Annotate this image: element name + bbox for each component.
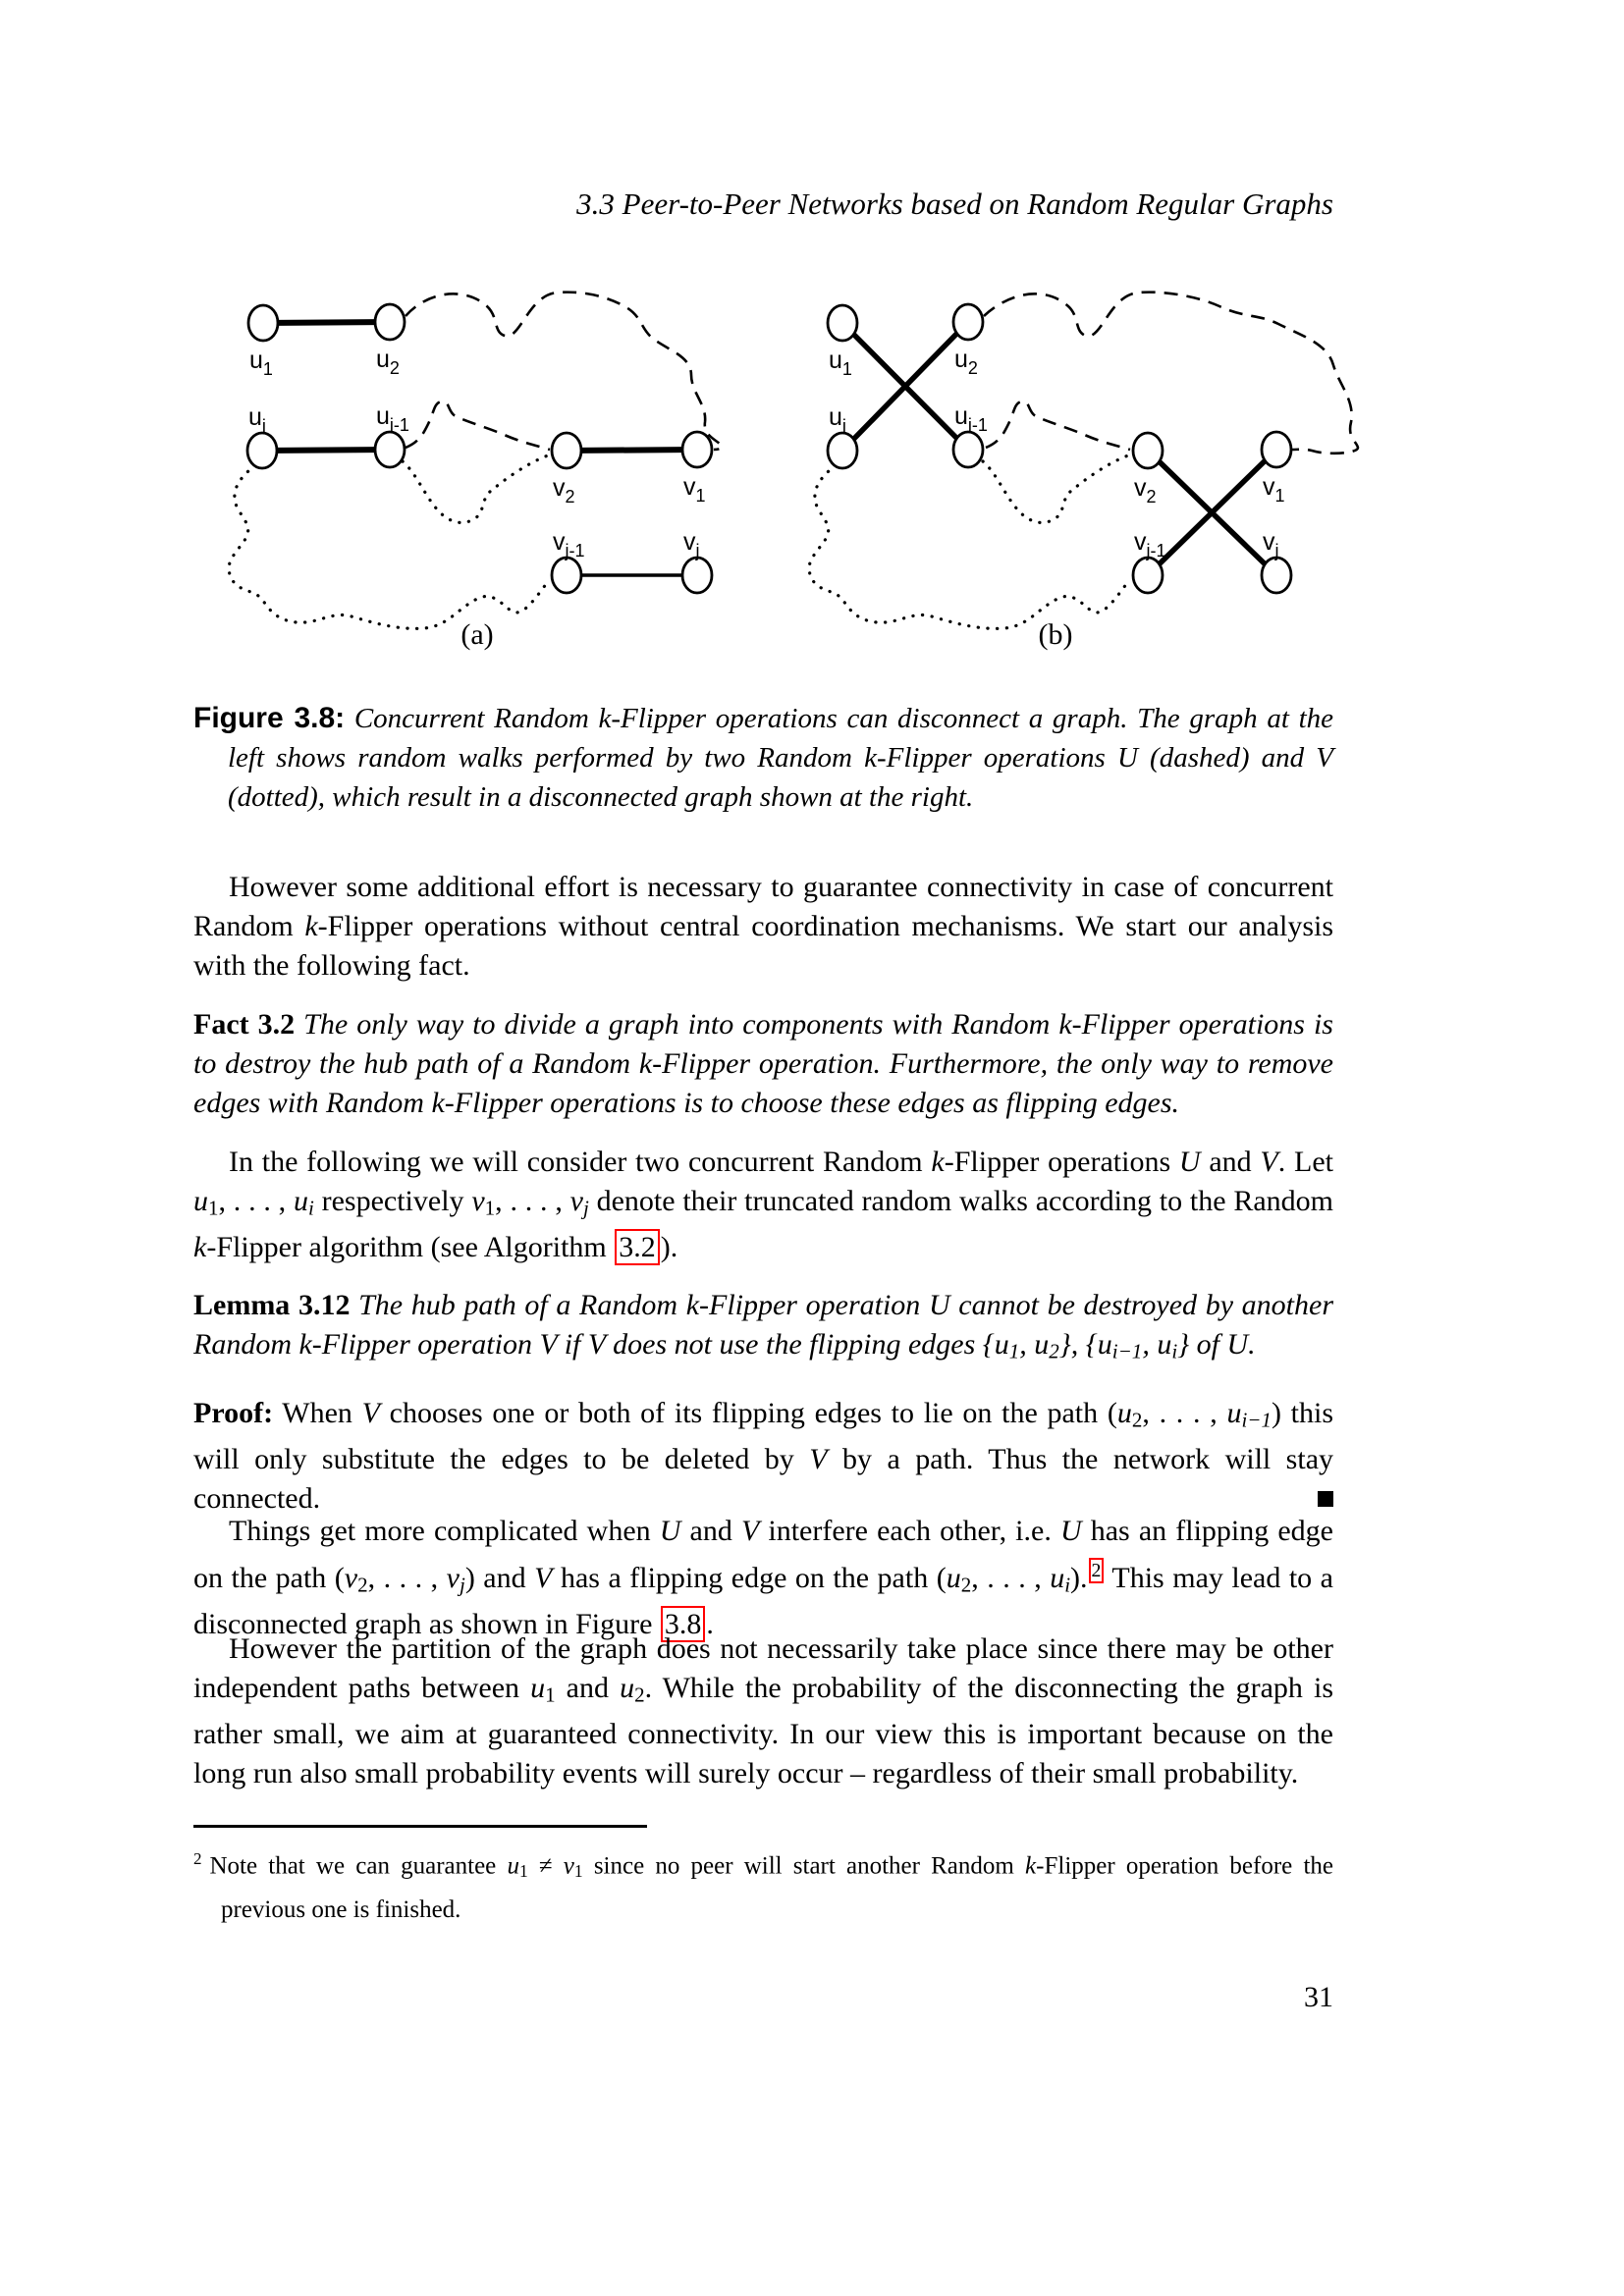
text-run: 1	[545, 1682, 556, 1707]
text-run: 1	[1008, 1339, 1020, 1363]
text-run: i	[1171, 1339, 1178, 1363]
graph-node	[828, 433, 857, 468]
node-label: $v_{j-1}$	[1134, 528, 1166, 561]
text-run: -Flipper algorithm (see Algorithm	[206, 1230, 615, 1263]
paragraph-partition	[193, 1629, 1333, 1793]
cross-reference-link[interactable]: 3.8	[661, 1606, 706, 1642]
text-run: u	[946, 1562, 961, 1594]
text-run: The hub path of a Random k-Flipper operation U cannot be destroyed by another Random k-Flipper operation V if V does not use the flipping edges {u	[193, 1289, 1333, 1361]
node-label: $v_{j-1}$	[553, 528, 585, 561]
text-run: V	[740, 1515, 760, 1547]
node-label: $u_{i-1}$	[954, 402, 988, 435]
random-walk-dashed	[986, 401, 1130, 450]
text-run: denote their truncated random walks according to the Random	[588, 1185, 1334, 1217]
text-run: Things get more complicated when	[229, 1515, 660, 1547]
text-run: u	[193, 1185, 208, 1217]
node-label: $u_{i-1}$	[376, 402, 409, 435]
text-run: i−1	[1111, 1339, 1143, 1363]
text-run: i	[1064, 1573, 1071, 1597]
graph-node	[375, 304, 405, 340]
text-run: v	[471, 1185, 485, 1217]
text-run: , . . . ,	[495, 1185, 570, 1217]
text-run: , . . . ,	[971, 1562, 1051, 1594]
text-run: respectively	[313, 1185, 472, 1217]
text-run: j	[582, 1196, 589, 1220]
text-run: v	[446, 1562, 460, 1594]
graph-edge	[262, 450, 390, 451]
random-walk-dashed	[406, 293, 722, 450]
text-run: , . . . ,	[218, 1185, 294, 1217]
text-run: . While the probability of the disconnecting the graph is rather small, we aim at guaranteed connectivity. In our view this is important because on the long run also small probability events will surely occur – regardless of their small probability.	[193, 1672, 1333, 1789]
text-run: u	[1226, 1397, 1242, 1429]
node-label: $v_j$	[1263, 528, 1279, 561]
footnote-2	[193, 1840, 1333, 1930]
paragraph-intro	[193, 868, 1333, 986]
text-run: 2	[1049, 1339, 1059, 1363]
paragraph-interference	[193, 1512, 1333, 1644]
graph-node	[552, 558, 581, 593]
graph-node	[1133, 558, 1163, 593]
caption-label: Figure 3.8:	[193, 702, 346, 734]
node-label: $v_2$	[1134, 474, 1157, 507]
text-run: }, {u	[1058, 1328, 1112, 1361]
text-run: v	[344, 1562, 358, 1594]
node-label: $u_2$	[954, 346, 978, 378]
text-run: 2	[960, 1573, 972, 1597]
text-run: has an flipping edge on the path (	[193, 1515, 1333, 1594]
text-run: i−1	[1241, 1408, 1272, 1432]
graph-node	[1262, 558, 1291, 593]
text-run: This may lead to a disconnected graph as shown in Figure	[193, 1562, 1334, 1640]
text-run: V	[1260, 1146, 1278, 1178]
text-run: Note that we can guarantee	[209, 1852, 508, 1880]
text-run: interfere each other, i.e.	[759, 1515, 1060, 1547]
graph-node	[248, 305, 278, 341]
text-run: However the partition of the graph does not necessarily take place since there may be other independent paths between	[193, 1632, 1333, 1704]
node-label: $u_2$	[376, 346, 400, 378]
graph-node	[1262, 432, 1291, 467]
text-run: ) this will only substitute the edges to be deleted by	[193, 1397, 1334, 1475]
text-run: u	[1050, 1562, 1065, 1594]
text-run: 2	[1131, 1408, 1143, 1432]
qed-square	[1318, 1491, 1333, 1507]
text-run: u	[620, 1672, 635, 1704]
text-run: V	[809, 1442, 828, 1475]
text-run: since no peer will start another Random	[582, 1852, 1026, 1880]
text-run: ≠	[527, 1852, 564, 1880]
node-label: $v_j$	[683, 528, 700, 561]
graph-node	[375, 432, 405, 467]
text-run: v	[563, 1852, 574, 1880]
text-run: by a path. Thus the network will stay connected.	[193, 1442, 1334, 1515]
node-label: $v_1$	[1263, 473, 1285, 506]
graph-node	[682, 432, 712, 467]
text-run: -Flipper operations	[944, 1146, 1179, 1178]
text-run: k	[304, 910, 318, 942]
text-run: 1	[484, 1196, 496, 1220]
random-walk-dotted	[229, 465, 550, 628]
text-run: , u	[1019, 1328, 1050, 1361]
text-run: .	[706, 1607, 714, 1640]
page-number: 31	[1304, 1981, 1333, 2013]
graph-node	[1133, 433, 1163, 468]
text-run: u	[530, 1672, 546, 1704]
text-run: 1	[208, 1196, 219, 1220]
text-run: k	[193, 1230, 207, 1263]
text-run: u	[507, 1852, 519, 1880]
text-run: and	[680, 1515, 741, 1547]
node-label: $v_2$	[553, 474, 575, 507]
node-label: $u_i$	[829, 403, 846, 436]
graph-node	[552, 433, 581, 468]
text-run: 2	[357, 1573, 368, 1597]
text-run: V	[361, 1397, 380, 1429]
text-run: u	[1116, 1397, 1132, 1429]
text-run: ).	[1070, 1562, 1088, 1594]
graph-edge	[263, 322, 390, 323]
text-run: Concurrent Random k-Flipper operations can disconnect a graph. The graph at the left shows random walks performed by two Random k-Flipper operations U (dashed) and V (dotted), which result in a disconnected graph shown at the right.	[228, 703, 1333, 813]
text-run: , . . . ,	[1142, 1397, 1227, 1429]
text-run: chooses one or both of its flipping edges to lie on the path (	[379, 1397, 1117, 1429]
random-walk-dotted	[809, 465, 1130, 628]
text-run: When	[273, 1397, 362, 1429]
bold-label: Lemma 3.12	[193, 1289, 351, 1321]
text-run: 1	[573, 1861, 583, 1882]
text-run: -Flipper operations without central coordination mechanisms. We start our analysis with the following fact.	[193, 910, 1334, 982]
lemma-3-12	[193, 1286, 1333, 1371]
text-run: , . . . ,	[367, 1562, 447, 1594]
subfigure-tag: (b)	[1038, 618, 1073, 651]
fact-3-2	[193, 1005, 1333, 1123]
bold-label: Fact 3.2	[193, 1008, 296, 1041]
node-label: $u_i$	[248, 403, 266, 436]
text-run: and	[555, 1672, 621, 1704]
text-run: The only way to divide a graph into components with Random k-Flipper operations is to destroy the hub path of a Random k-Flipper operation. Furthermore, the only way to remove edges with Random k-Flipper operations is to choose these edges as flipping edges.	[193, 1008, 1333, 1119]
text-run: and	[1200, 1146, 1261, 1178]
text-run: In the following we will consider two concurrent Random	[229, 1146, 932, 1178]
text-run: U	[1059, 1515, 1082, 1547]
footnote-marker: 2	[193, 1849, 202, 1868]
paragraph-operations	[193, 1143, 1333, 1267]
proof-block	[193, 1394, 1333, 1519]
text-run: U	[659, 1515, 681, 1547]
text-run: has a flipping edge on the path (	[552, 1562, 947, 1594]
text-run: U	[1178, 1146, 1201, 1178]
graph-node	[247, 433, 277, 468]
figure-caption	[193, 699, 1333, 817]
text-run: v	[569, 1185, 583, 1217]
node-label: $v_1$	[683, 473, 706, 506]
text-run: . Let	[1277, 1146, 1333, 1178]
text-run: } of U.	[1177, 1328, 1256, 1361]
footnote-reference-link[interactable]: 2	[1089, 1558, 1105, 1583]
section-header: 3.3 Peer-to-Peer Networks based on Random Regular Graphs	[576, 187, 1333, 221]
text-run: , u	[1142, 1328, 1172, 1361]
cross-reference-link[interactable]: 3.2	[615, 1229, 660, 1265]
random-walk-dashed	[984, 293, 1358, 454]
node-label: $u_1$	[829, 347, 852, 379]
text-run: ) and	[464, 1562, 535, 1594]
figure-graph-a	[187, 273, 795, 675]
text-run: j	[459, 1573, 465, 1597]
bold-label: Proof:	[193, 1397, 274, 1429]
node-label: $u_1$	[249, 347, 273, 379]
text-run: i	[307, 1196, 314, 1220]
text-run: u	[293, 1185, 308, 1217]
graph-node	[953, 432, 983, 467]
random-walk-dashed	[406, 401, 550, 450]
graph-node	[828, 305, 857, 341]
text-run: k	[931, 1146, 945, 1178]
text-run: However some additional effort is necessary to guarantee connectivity in case of concurrent Random	[193, 871, 1333, 942]
subfigure-tag: (a)	[460, 618, 494, 651]
random-walk-dotted	[983, 455, 1128, 522]
graph-node	[682, 558, 712, 593]
text-run: -Flipper operation before the previous one is finished.	[221, 1852, 1333, 1924]
text-run: k	[1025, 1852, 1037, 1880]
figure-graph-b	[776, 273, 1384, 675]
graph-node	[953, 304, 983, 340]
text-run: 1	[518, 1861, 528, 1882]
text-run: 2	[634, 1682, 645, 1707]
text-run: ).	[660, 1230, 678, 1263]
random-walk-dotted	[403, 455, 548, 522]
footnote-rule	[193, 1825, 647, 1828]
text-run: V	[534, 1562, 553, 1594]
graph-edge	[567, 450, 697, 451]
